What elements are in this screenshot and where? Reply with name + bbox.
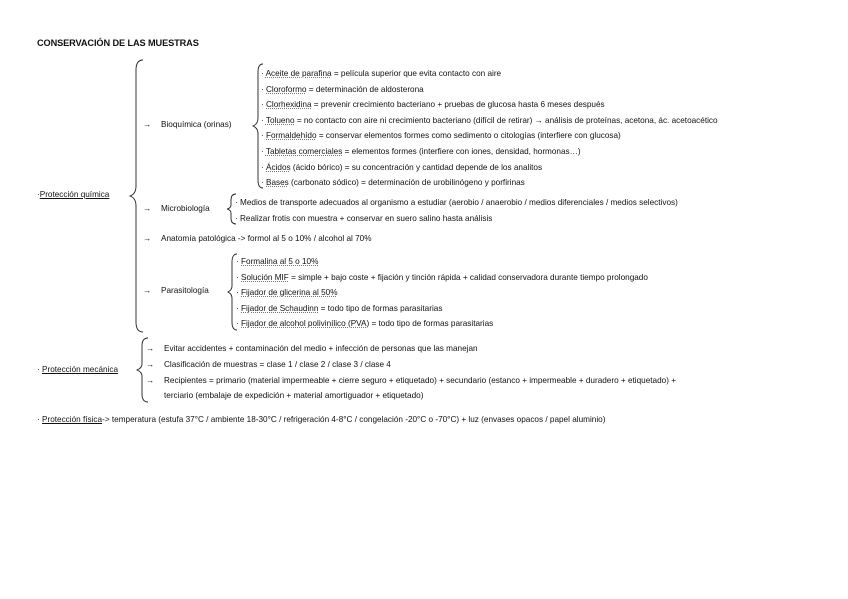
parasitologia-label: Parasitología [161, 286, 209, 295]
arrow-icon: → [143, 204, 152, 213]
arrow-icon: → [143, 120, 152, 129]
parasitologia-row [143, 286, 209, 295]
fisica-row: · Protección física-> temperatura (estufa 37°C / ambiente 18-30°C / refrigeración 4-8°C / congelación -20°C o -70°C) + luz (envases opacos / papel aluminio) [37, 415, 606, 424]
list-item: · Fijador de Schaudinn = todo tipo de formas parasitarias [236, 303, 443, 313]
list-item: · Solución MIF = simple + bajo coste + fijación y tinción rápida + calidad conservadora durante tiempo prolongado [236, 272, 648, 282]
list-item: · Formaldehído = conservar elementos formes como sedimento o citologías (interfiere con glucosa) [261, 131, 621, 141]
quimica-label: ·Protección química [37, 190, 110, 199]
list-item: · Ácidos (ácido bórico) = su concentración y cantidad depende de los analitos [261, 162, 543, 172]
list-item: · Tabletas comerciales = elementos formes (interfiere con iones, densidad, hormonas…) [261, 146, 581, 156]
list-item: · Fijador de alcohol polivinílico (PVA) = todo tipo de formas parasitarias [236, 319, 494, 329]
anatomia-label: Anatomía patológica [161, 234, 236, 243]
microbiologia-row [143, 204, 210, 213]
fisica-text: -> temperatura (estufa 37°C / ambiente 18-30°C / refrigeración 4-8°C / congelación -20°C o -70°C) + luz (envases opacos / papel aluminio) [102, 415, 606, 424]
parasitologia-list [236, 254, 648, 332]
microbiologia-list [235, 195, 678, 226]
arrow-icon: → [143, 286, 152, 295]
list-item: → Recipientes = primario (material impermeable + cierre seguro + etiquetado) + secundario (estanco + impermeable + duradero + etiquetado) + [146, 373, 676, 389]
list-item: · Bases (carbonato sódico) = determinación de urobilinógeno y porfirinas [261, 178, 525, 188]
mecanica-label: · Protección mecánica [37, 365, 119, 374]
bioquimica-label: Bioquímica (orinas) [161, 120, 232, 129]
arrow-icon: → [146, 344, 155, 353]
arrow-icon: → [146, 359, 155, 369]
list-item: · Medios de transporte adecuados al organismo a estudiar (aerobio / anaerobio / medios diferenciales / medios selectivos) [235, 198, 678, 207]
arrow-icon: → [143, 234, 152, 243]
microbiologia-label: Microbiología [161, 204, 210, 213]
list-item: · Tolueno = no contacto con aire ni crecimiento bacteriano (difícil de retirar) → análisis de proteínas, acetona, ác. acetoacético [261, 115, 718, 125]
anatomia-row [143, 234, 372, 243]
bioquimica-list [261, 66, 718, 191]
mecanica-label-text: Protección mecánica [42, 365, 119, 374]
bioquimica-row [143, 120, 232, 129]
quimica-label-text: Protección química [39, 190, 110, 199]
list-item: · Cloroformo = determinación de aldosterona [261, 84, 424, 94]
list-item: · Fijador de glicerina al 50% [236, 288, 338, 298]
anatomia-text: -> formol al 5 o 10% / alcohol al 70% [235, 234, 372, 243]
page-title: CONSERVACIÓN DE LAS MUESTRAS [37, 38, 199, 48]
list-item: → Evitar accidentes + contaminación del medio + infección de personas que las manejan [146, 341, 676, 357]
list-item: → Clasificación de muestras = clase 1 / clase 2 / clase 3 / clase 4 [146, 357, 676, 373]
list-item: terciario (embalaje de expedición + material amortiguador + etiquetado) [164, 391, 424, 401]
list-item: · Formalina al 5 o 10% [236, 257, 319, 266]
arrow-icon: → [146, 375, 155, 385]
list-item: · Realizar frotis con muestra + conservar en suero salino hasta análisis [235, 213, 493, 223]
quimica-bracket [130, 60, 143, 332]
list-item: · Clorhexidina = prevenir crecimiento bacteriano + pruebas de glucosa hasta 6 meses después [261, 100, 605, 110]
list-item: · Aceite de parafina = película superior que evita contacto con aire [261, 69, 502, 78]
mecanica-list [146, 341, 676, 404]
fisica-label: Protección física [42, 415, 103, 424]
